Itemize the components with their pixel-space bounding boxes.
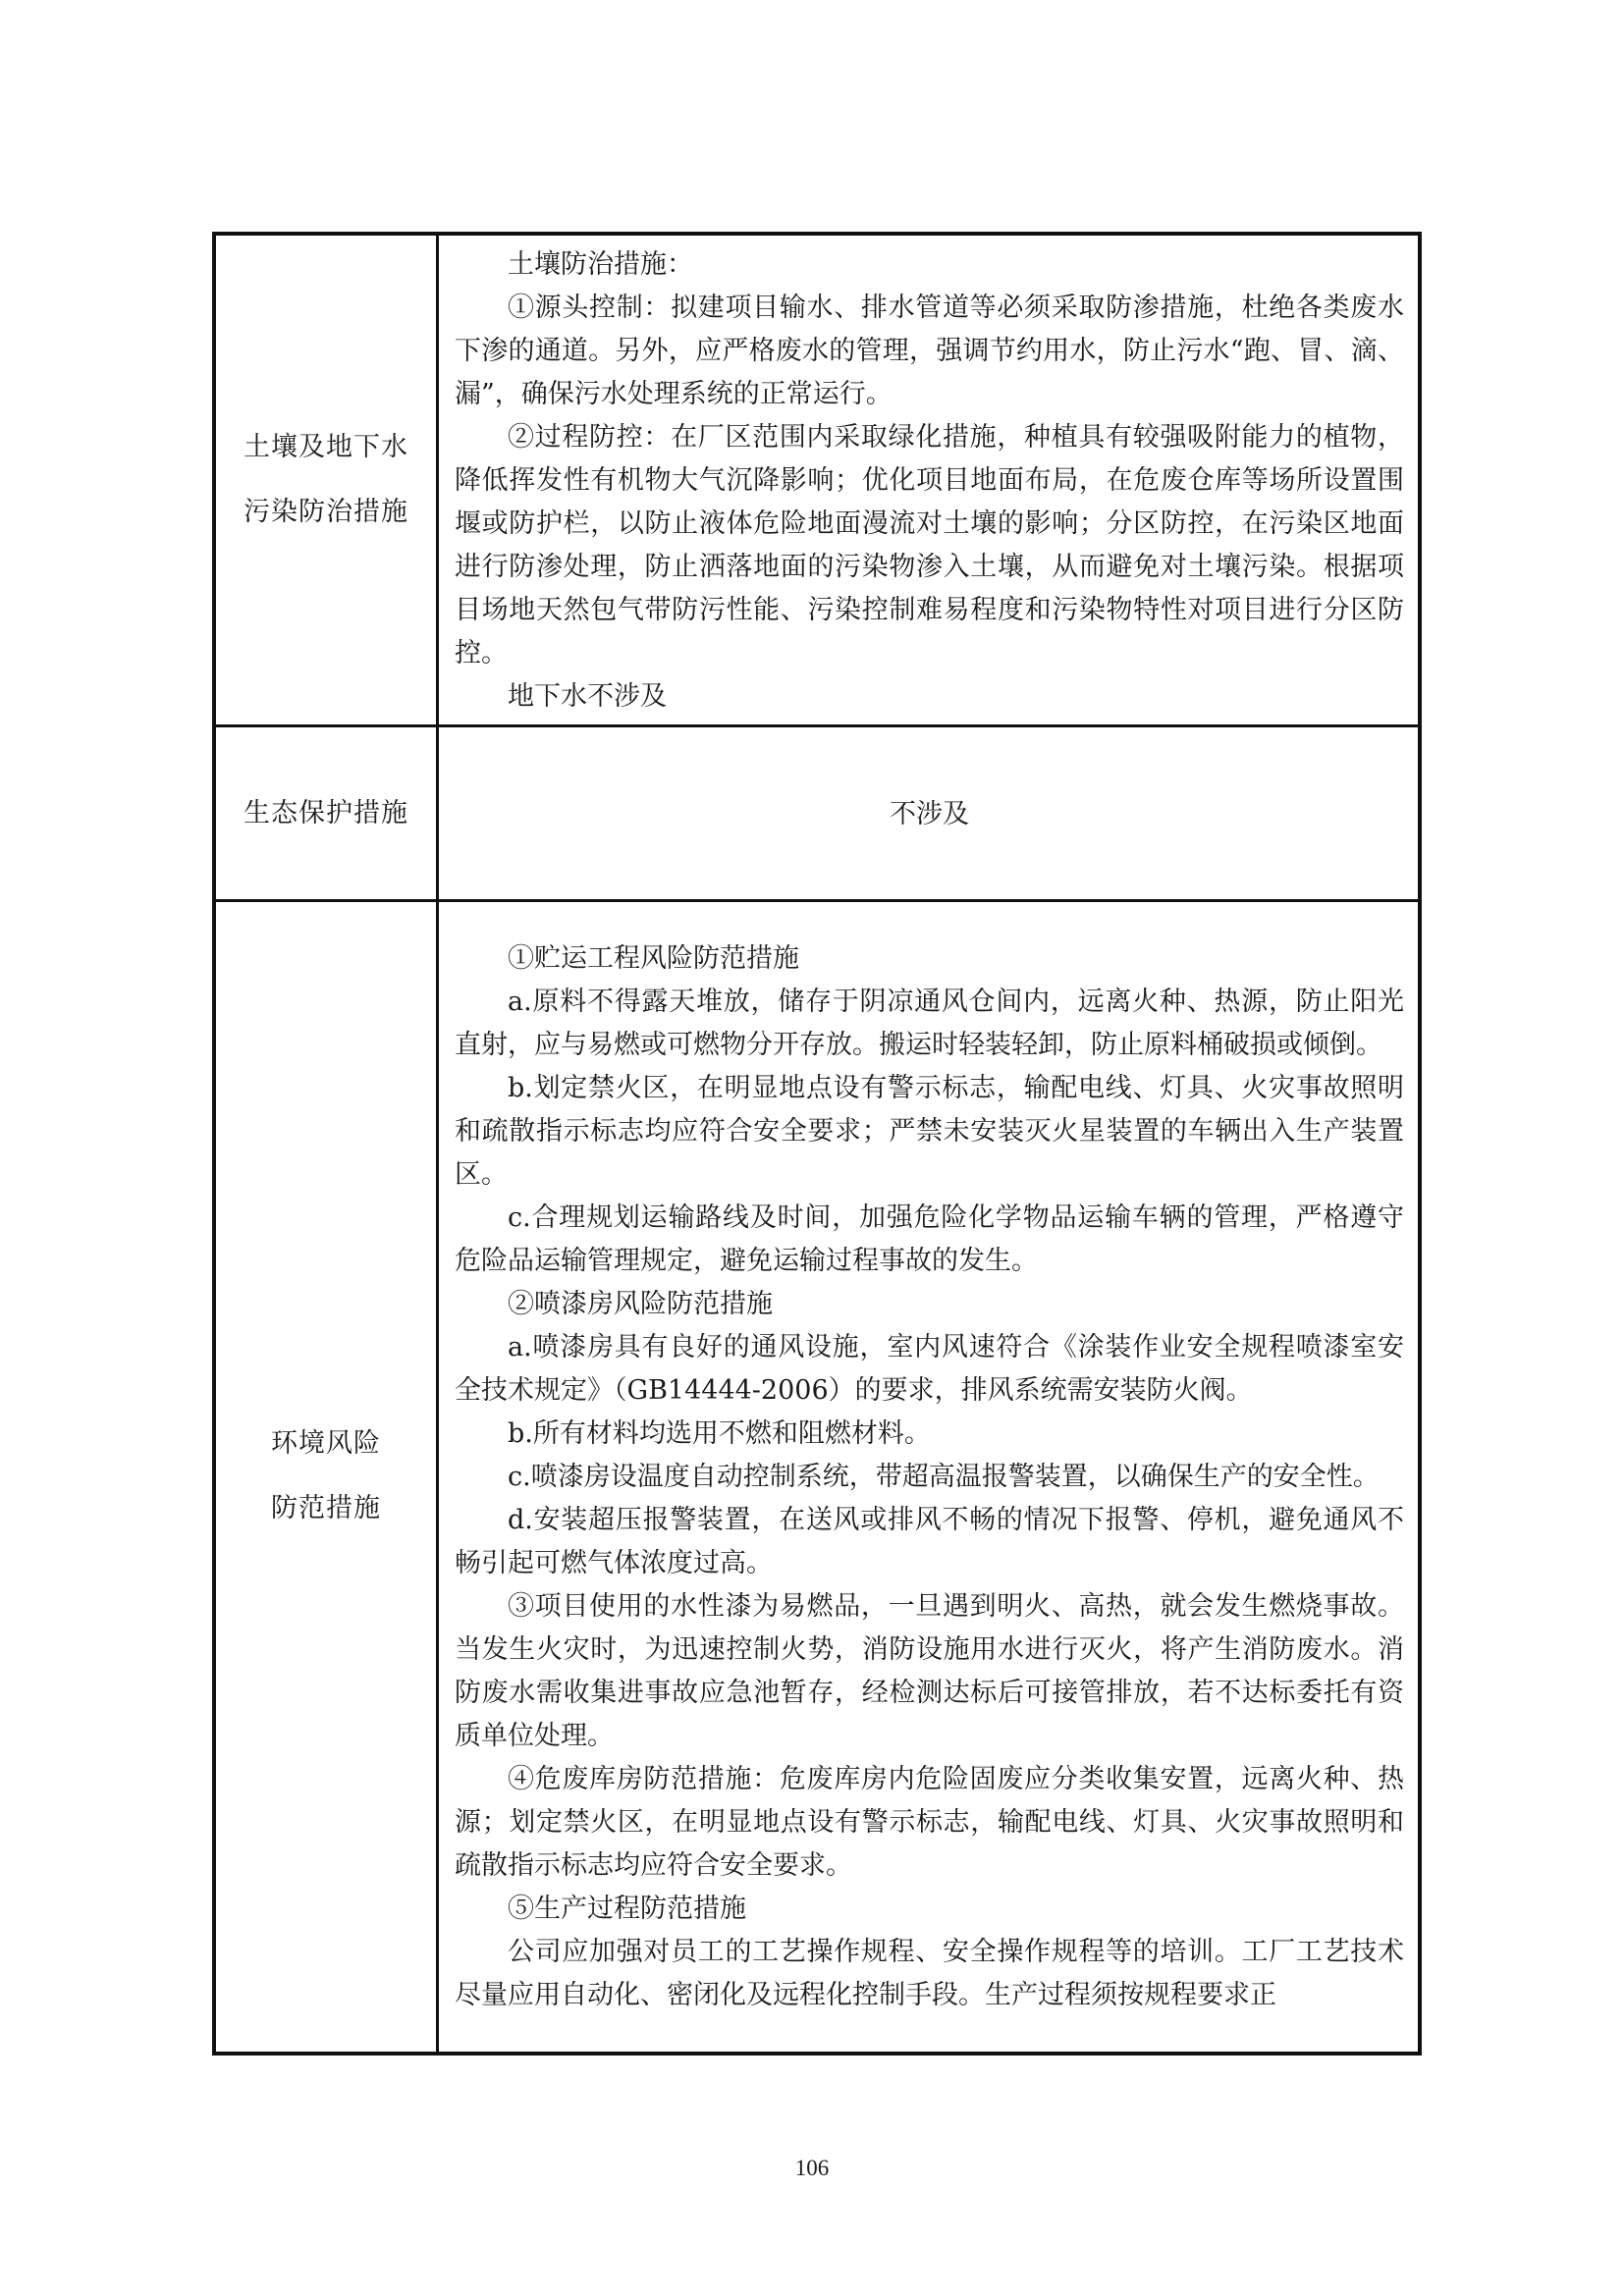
paragraph: ③项目使用的水性漆为易燃品，一旦遇到明火、高热，就会发生燃烧事故。当发生火灾时，为迅速控制火势，消防设施用水进行灭火，将产生消防废水。消防废水需收集进事故应急池暂存，经检测达标后可接管排放，若不达标委托有资质单位处理。 — [455, 1591, 1404, 1752]
paragraph: ①贮运工程风险防范措施 — [508, 943, 799, 975]
paragraph: ②过程防控：在厂区范围内采取绿化措施，种植具有较强吸附能力的植物，降低挥发性有机物大气沉降影响；优化项目地面布局，在危废仓库等场所设置围堰或防护栏，以防止液体危险地面漫流对土壤的影响；分区防控，在污染区地面进行防渗处理，防止洒落地面的污染物渗入土壤，从而避免对土壤污染。根据项目场地天然包气带防污性能、污染控制难易程度和污染物特性对项目进行分区防控。 — [455, 422, 1404, 668]
paragraph: ⑤生产过程防范措施 — [508, 1894, 746, 1925]
page-number: 106 — [794, 2156, 830, 2180]
paragraph: a.原料不得露天堆放，储存于阴凉通风仓间内，远离火种、热源，防止阳光直射，应与易燃或可燃物分开存放。搬运时轻装轻卸，防止原料桶破损或倾倒。 — [455, 987, 1404, 1061]
content-risk — [438, 901, 1421, 2054]
paragraph: a.喷漆房具有良好的通风设施，室内风速符合《涂装作业安全规程喷漆室安全技术规定》（GB14444-2006）的要求，排风系统需安装防火阀。 — [455, 1332, 1404, 1407]
table-row-risk — [214, 901, 1420, 2054]
paragraph: 公司应加强对员工的工艺操作规程、安全操作规程等的培训。工厂工艺技术尽量应用自动化、密闭化及远程化控制手段。生产过程须按规程要求正 — [455, 1937, 1404, 2011]
measures-table — [212, 232, 1422, 2056]
paragraph: ②喷漆房风险防范措施 — [508, 1289, 773, 1320]
row-label-eco — [214, 726, 438, 901]
label-line: 防范措施 — [271, 1493, 381, 1524]
paragraph: ④危废库房防范措施：危废库房内危险固废应分类收集安置，远离火种、热源；划定禁火区，在明显地点设有警示标志，输配电线、灯具、火灾事故照明和疏散指示标志均应符合安全要求。 — [455, 1764, 1404, 1882]
paragraph: c.喷漆房设温度自动控制系统，带超高温报警装置，以确保生产的安全性。 — [508, 1462, 1380, 1493]
table-row-soil — [214, 234, 1420, 726]
content-eco: 不涉及 — [438, 726, 1421, 901]
label-line: 土壤及地下水 — [244, 432, 408, 462]
paragraph: b.所有材料均选用不燃和阻燃材料。 — [508, 1418, 931, 1450]
row-label-risk — [214, 901, 438, 2054]
paragraph: c.合理规划运输路线及时间，加强危险化学物品运输车辆的管理，严格遵守危险品运输管理规定，避免运输过程事故的发生。 — [455, 1202, 1404, 1277]
paragraph: ①源头控制：拟建项目输水、排水管道等必须采取防渗措施，杜绝各类废水下渗的通道。另外，应严格废水的管理，强调节约用水，防止污水“跑、冒、滴、漏”，确保污水处理系统的正常运行。 — [455, 293, 1404, 409]
paragraph: 土壤防治措施： — [508, 249, 693, 280]
paragraph: d.安装超压报警装置，在送风或排风不畅的情况下报警、停机，避免通风不畅引起可燃气体浓度过高。 — [455, 1505, 1404, 1579]
paragraph: 地下水不涉及 — [508, 681, 667, 712]
paragraph: b.划定禁火区，在明显地点设有警示标志，输配电线、灯具、火灾事故照明和疏散指示标志均应符合安全要求；严禁未安装灭火星装置的车辆出入生产装置区。 — [455, 1073, 1404, 1191]
table-row-eco — [214, 726, 1420, 901]
row-label-soil — [214, 234, 438, 726]
content-soil — [438, 234, 1421, 726]
label-line: 环境风险 — [271, 1428, 381, 1460]
label-line: 污染防治措施 — [244, 497, 408, 527]
label-line: 生态保护措施 — [244, 797, 408, 828]
